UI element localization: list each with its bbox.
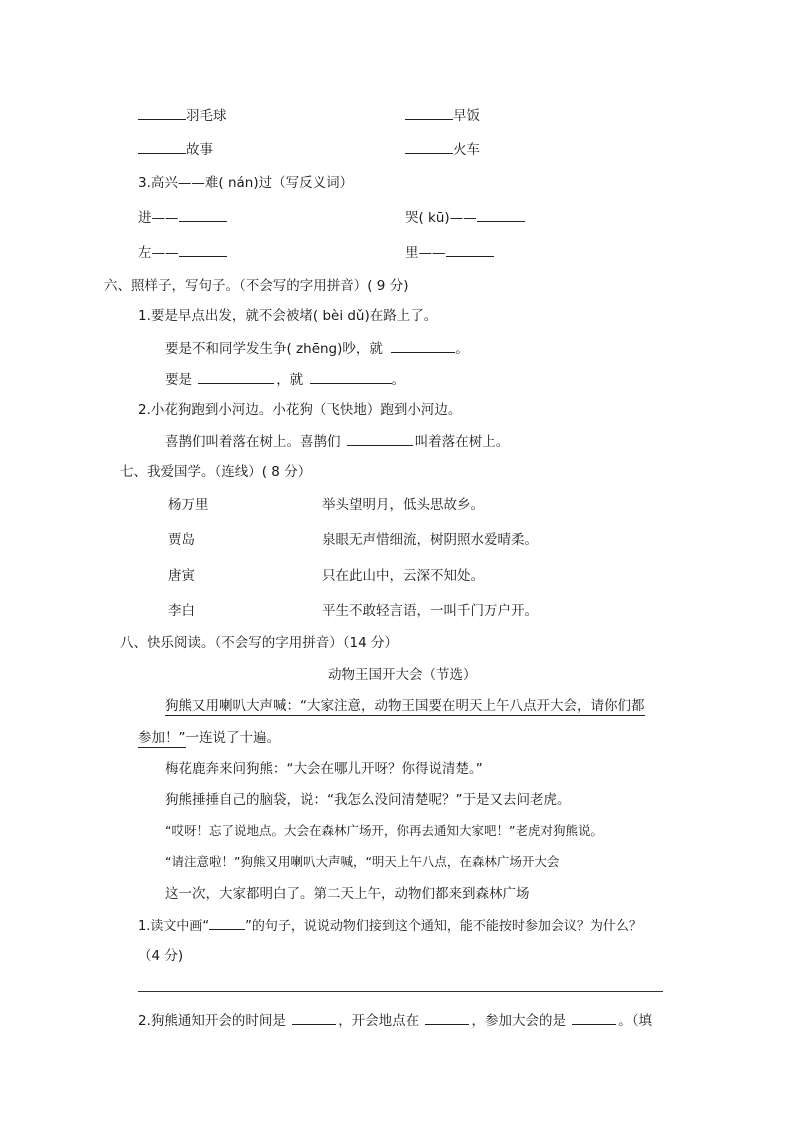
poem-line-item[interactable]: 平生不敢轻言语，一叫千门万户开。 [322, 603, 538, 619]
sec8-q1-score: （4 分) [138, 948, 184, 964]
fill-item-1 [138, 105, 227, 126]
answer-blank[interactable] [572, 1010, 616, 1025]
antonym-prompt: 进—— [138, 210, 179, 226]
prompt-text: 。 [391, 372, 406, 388]
prompt-text: ，就 [276, 372, 304, 388]
answer-blank[interactable] [347, 431, 413, 446]
answer-blank[interactable] [209, 915, 245, 930]
answer-blank[interactable] [391, 338, 455, 353]
answer-blank[interactable] [198, 369, 274, 384]
prompt-text: 要是 [165, 372, 192, 388]
passage-title: 动物王国开大会（节选） [328, 667, 477, 683]
poet-item[interactable]: 李白 [168, 603, 195, 619]
passage-p6: 这一次，大家都明白了。第二天上午，动物们都来到森林广场 [165, 886, 530, 902]
fill-word: 羽毛球 [186, 108, 227, 124]
prompt-text: 叫着落在树上。 [414, 434, 510, 450]
answer-blank[interactable] [405, 105, 453, 120]
antonym-item-1 [138, 207, 227, 228]
sec8-q1 [138, 915, 642, 937]
answer-blank[interactable] [179, 207, 227, 222]
answer-blank[interactable] [292, 1010, 336, 1025]
sec8-q2 [138, 1010, 652, 1031]
prompt-text: ”的句子，说说动物们接到这个通知，能不能按时参加会议？为什么？ [245, 919, 642, 934]
prompt-text: 1.读文中画“ [138, 919, 210, 934]
antonym-item-3 [138, 242, 227, 263]
passage-p4: “哎呀！忘了说地点。大会在森林广场开，你再去通知大家吧！”老虎对狗熊说。 [165, 823, 603, 838]
answer-blank[interactable] [138, 139, 186, 154]
sec6-q1: 1.要是早点出发，就不会被堵( bèi dǔ)在路上了。 [138, 308, 438, 324]
passage-p3: 狗熊捶捶自己的脑袋，说：“我怎么没问清楚呢？”于是又去问老虎。 [165, 792, 571, 808]
antonym-prompt: 左—— [138, 245, 179, 261]
passage-p1-line2 [138, 728, 280, 748]
q3-title: 3.高兴——难( nán)过（写反义词） [138, 175, 354, 191]
prompt-text: 。 [455, 341, 469, 357]
underlined-sentence: 参加！” [138, 730, 186, 746]
fill-word: 早饭 [453, 108, 480, 124]
answer-blank[interactable] [446, 242, 494, 257]
fill-word: 火车 [453, 142, 480, 158]
passage-text: 一连说了十遍。 [185, 730, 280, 746]
answer-blank[interactable] [310, 369, 392, 384]
poet-item[interactable]: 杨万里 [168, 497, 209, 513]
sec6-q2: 2.小花狗跑到小河边。小花狗（飞快地）跑到小河边。 [138, 402, 462, 418]
passage-p2: 梅花鹿奔来问狗熊：“大会在哪儿开呀？你得说清楚。” [165, 761, 483, 777]
answer-blank[interactable] [179, 242, 227, 257]
antonym-prompt: 哭( kū)—— [405, 210, 477, 226]
antonym-prompt: 里—— [405, 245, 446, 261]
passage-p1-line1 [165, 696, 645, 716]
prompt-text: 要是不和同学发生争( zhēng)吵，就 [165, 341, 383, 357]
answer-blank[interactable] [477, 207, 525, 222]
prompt-text: 喜鹊们叫着落在树上。喜鹊们 [165, 434, 341, 450]
poem-line-item[interactable]: 只在此山中，云深不知处。 [322, 568, 484, 584]
prompt-text: ，开会地点在 [338, 1013, 420, 1029]
poem-line-item[interactable]: 泉眼无声惜细流，树阴照水爱晴柔。 [322, 532, 538, 548]
poem-line-item[interactable]: 举头望明月，低头思故乡。 [322, 497, 484, 513]
section-6-title: 六、照样子，写句子。（不会写的字用拼音）( 9 分) [104, 278, 409, 294]
sec6-q1a [165, 338, 469, 359]
prompt-text: 。（填 [618, 1013, 653, 1029]
fill-item-4 [405, 139, 480, 160]
prompt-text: 2.狗熊通知开会的时间是 [138, 1013, 286, 1029]
answer-blank[interactable] [138, 105, 186, 120]
section-8-title: 八、快乐阅读。（不会写的字用拼音）（14 分） [120, 635, 398, 651]
section-7-title: 七、我爱国学。（连线）( 8 分） [120, 464, 312, 480]
answer-line[interactable] [138, 991, 663, 992]
fill-word: 故事 [186, 142, 213, 158]
sec6-q2a [165, 431, 509, 452]
answer-blank[interactable] [425, 1010, 469, 1025]
antonym-item-4 [405, 242, 494, 263]
passage-p5: “请注意啦！”狗熊又用喇叭大声喊，“明天上午八点，在森林广场开大会 [165, 854, 560, 869]
underlined-sentence: 狗熊又用喇叭大声喊：“大家注意，动物王国要在明天上午八点开大会，请你们都 [165, 698, 645, 714]
poet-item[interactable]: 唐寅 [168, 568, 195, 584]
prompt-text: ，参加大会的是 [471, 1013, 566, 1029]
answer-blank[interactable] [405, 139, 453, 154]
sec6-q1b [165, 369, 405, 390]
fill-item-2 [405, 105, 480, 126]
antonym-item-2 [405, 207, 525, 228]
fill-item-3 [138, 139, 213, 160]
poet-item[interactable]: 贾岛 [168, 532, 195, 548]
